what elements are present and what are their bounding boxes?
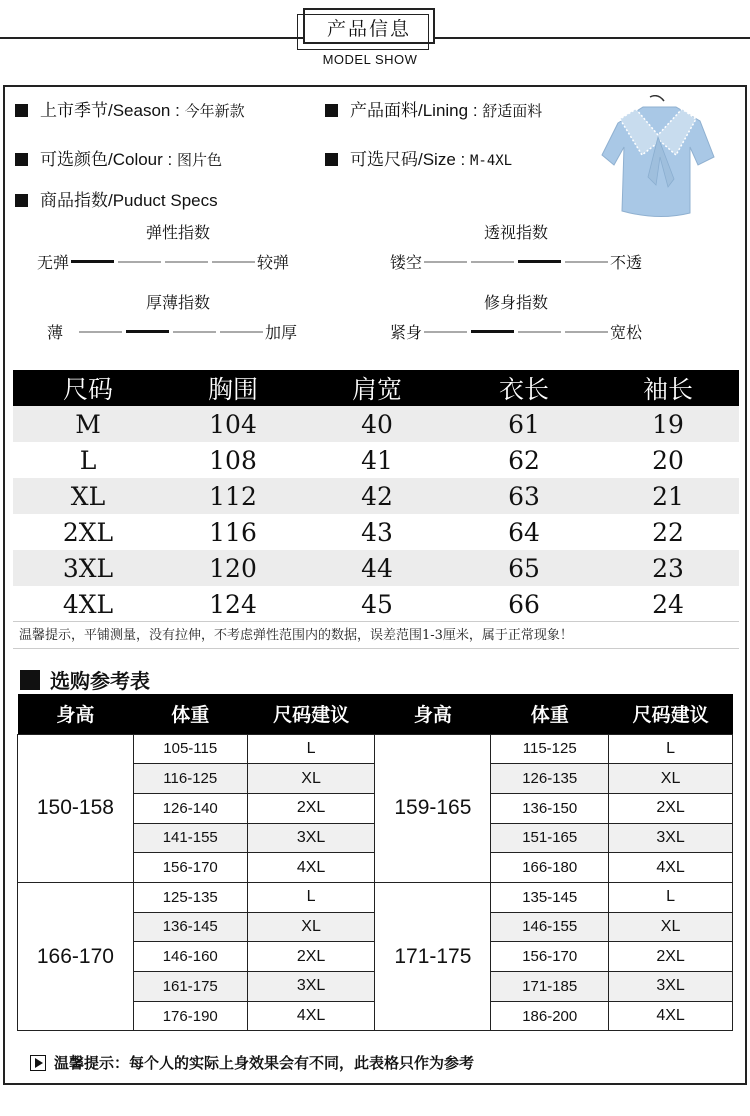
size-table-header: 尺码 胸围 肩宽 衣长 袖长	[13, 370, 739, 406]
scale-segment	[173, 331, 216, 333]
header-rule-right	[435, 37, 750, 39]
bullet-square-icon	[15, 153, 28, 166]
sheer-index-title: 透视指数	[483, 223, 548, 242]
size-info: 可选尺码/Size : M-4XL	[325, 145, 512, 170]
fit-index-title: 修身指数	[483, 293, 548, 312]
table-row: 146-160 2XL 156-170 2XL	[18, 942, 733, 972]
bullet-square-icon	[15, 194, 28, 207]
header-rule-left	[0, 37, 303, 39]
scale-segment	[126, 330, 169, 333]
reference-title: 选购参考表	[20, 665, 150, 694]
thickness-index-title: 厚薄指数	[145, 293, 210, 312]
specs-info: 商品指数/Puduct Specs	[15, 186, 218, 211]
bullet-square-icon	[20, 670, 40, 690]
table-row: M 104 40 61 19	[13, 406, 739, 442]
table-row: 116-125 XL 126-135 XL	[18, 764, 733, 794]
page-subtitle: MODEL SHOW	[322, 52, 418, 67]
thickness-index-scale: 薄 加厚	[47, 323, 298, 342]
table-row: 161-175 3XL 171-185 3XL	[18, 972, 733, 1002]
height-range: 166-170	[18, 882, 134, 1030]
product-shirt-image	[598, 95, 718, 225]
scale-segment	[118, 261, 161, 263]
table-row: XL 112 42 63 21	[13, 478, 739, 514]
scale-segment	[518, 331, 561, 333]
height-range: 150-158	[18, 734, 134, 882]
bullet-square-icon	[325, 104, 338, 117]
table-row: L 108 41 62 20	[79, 445, 684, 475]
fit-index-scale: 紧身 宽松	[390, 323, 643, 342]
table-row: 176-190 4XL 186-200 4XL	[18, 1001, 733, 1031]
height-range: 171-175	[375, 882, 491, 1030]
lining-info: 产品面料/Lining : 舒适面料	[325, 96, 542, 121]
table-row: 136-145 XL 146-155 XL	[18, 912, 733, 942]
scale-segment	[471, 330, 514, 333]
table-row: 4XL 124 45 66 24	[62, 589, 684, 619]
colour-info: 可选颜色/Colour : 图片色	[15, 145, 222, 170]
table-row: 126-140 2XL 136-150 2XL	[18, 793, 733, 823]
scale-segment	[424, 261, 467, 263]
scale-segment	[565, 331, 608, 333]
scale-segment	[220, 331, 263, 333]
table-row: 3XL 120 44 65 23	[13, 550, 739, 586]
sheer-index-scale: 镂空 不透	[390, 253, 643, 272]
table-row: 156-170 4XL 166-180 4XL	[18, 853, 733, 883]
scale-segment	[212, 261, 255, 263]
table-row: 2XL 116 43 64 22	[62, 517, 684, 547]
scale-segment	[71, 260, 114, 263]
scale-segment	[79, 331, 122, 333]
reference-tip: 温馨提示：每个人的实际上身效果会有不同，此表格只作为参考	[30, 1052, 474, 1073]
page-title: 产品信息	[326, 18, 411, 40]
table-row: 141-155 3XL 151-165 3XL	[18, 823, 733, 853]
scale-segment	[518, 260, 561, 263]
bullet-square-icon	[15, 104, 28, 117]
elastic-index-title: 弹性指数	[145, 223, 210, 242]
scale-segment	[471, 261, 514, 263]
scale-segment	[424, 331, 467, 333]
table-row: 150-158 105-115 L 159-165 115-125 L	[18, 734, 733, 764]
reference-table	[17, 694, 733, 1031]
elastic-index-scale: 无弹 较弹	[37, 253, 290, 272]
scale-segment	[565, 261, 608, 263]
play-icon	[30, 1055, 46, 1071]
bullet-square-icon	[325, 153, 338, 166]
table-row: 166-170 125-135 L 171-175 135-145 L	[18, 882, 733, 912]
reference-header: 身高 体重 尺码建议 身高 体重 尺码建议	[18, 694, 733, 734]
height-range: 159-165	[375, 734, 491, 882]
size-table	[13, 370, 739, 622]
measurement-notice: 温馨提示，平铺测量，没有拉伸，不考虑弹性范围内的数据，误差范围1-3厘米，属于正常现象！	[13, 621, 739, 649]
scale-segment	[165, 261, 208, 263]
season-info: 上市季节/Season : 今年新款	[15, 96, 245, 121]
